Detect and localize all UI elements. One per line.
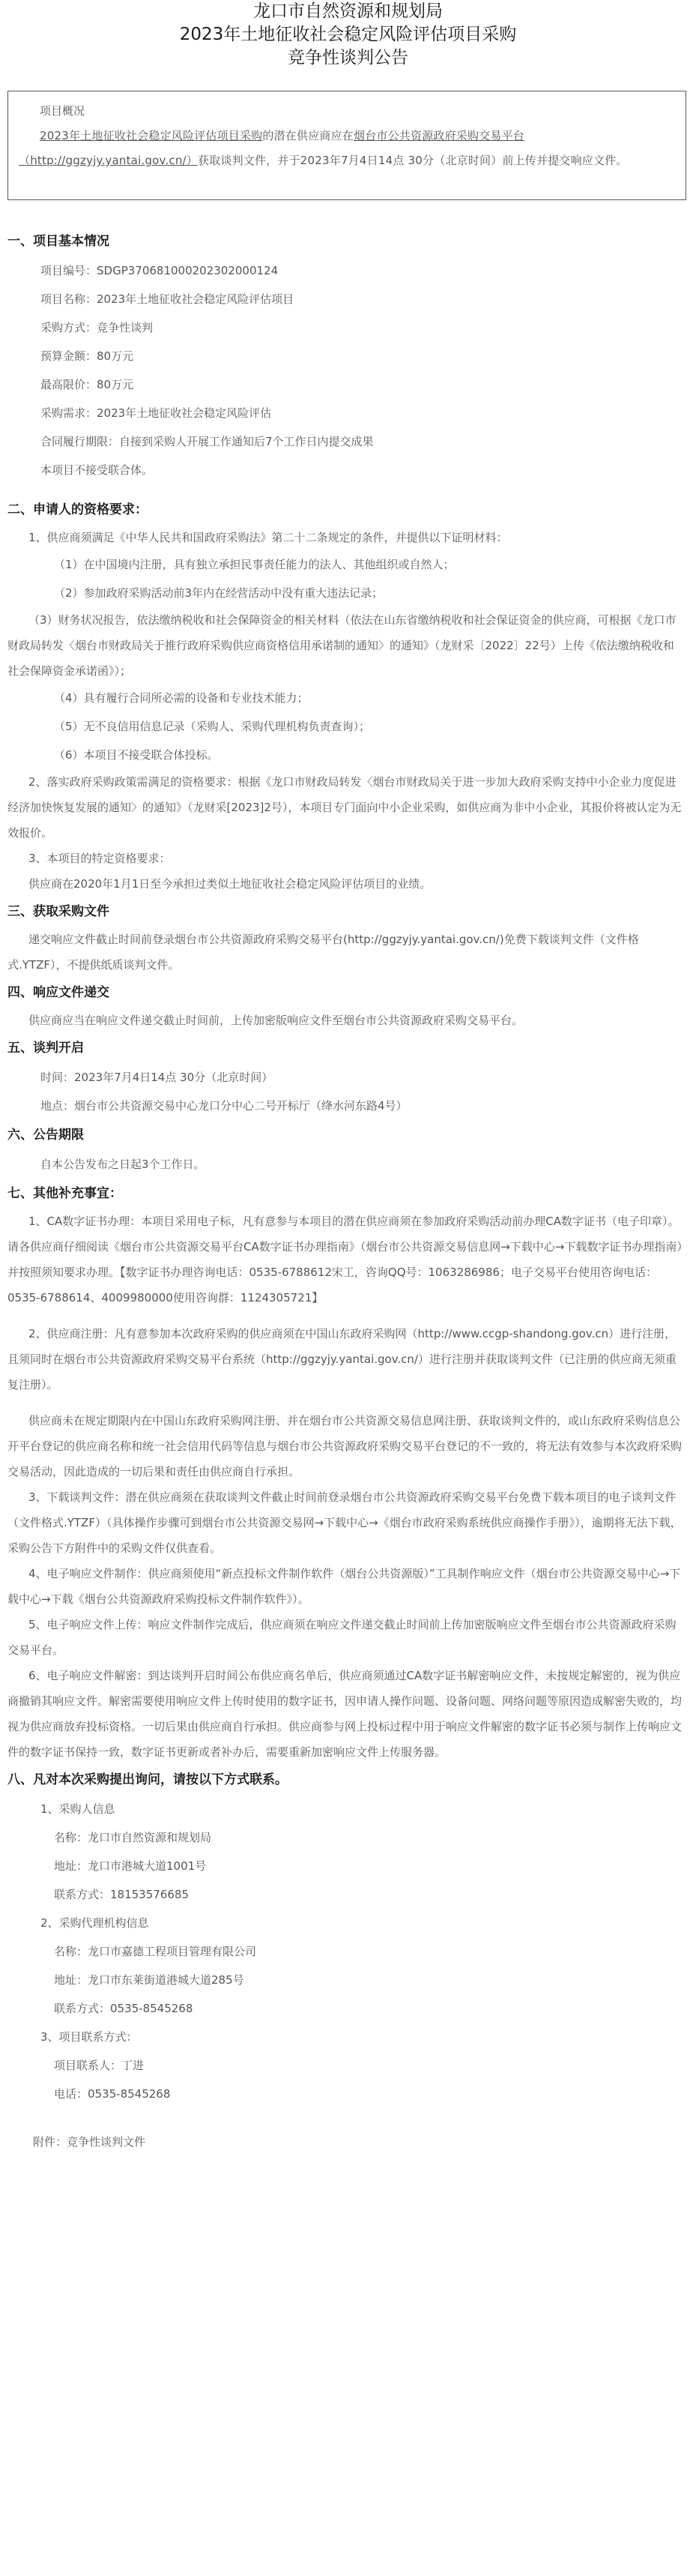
budget-amount: 预算金额：80万元 (40, 349, 134, 363)
issuer-title: 龙口市自然资源和规划局 (253, 1, 443, 21)
announcement-header (0, 0, 696, 70)
notice-period: 自本公告发布之日起3个工作日。 (40, 1158, 205, 1171)
qualification-item-2: （2）参加政府采购活动前3年内在经营活动中没有重大违法记录； (54, 586, 384, 600)
section-6-title: 六、公告期限 (7, 1128, 84, 1143)
summary-project-name: 2023年土地征收社会稳定风险评估项目采购 (40, 129, 263, 142)
qualification-item-6: （6）本项目不接受联合体投标。 (54, 748, 219, 762)
project-name: 项目名称：2023年土地征收社会稳定风险评估项目 (40, 292, 294, 306)
ca-certificate-paragraph: 1、CA数字证书办理：本项目采用电子标，凡有意参与本项目的潜在供应商须在参加政府采购活动前办理CA数字证书（电子印章）。请各供应商仔细阅读《烟台市公共资源交易平台CA数字证书办理指南》（烟台市公共资源交易信息网→下载中心→下载数字证书办理指南）并按照须知要求办理。【数字证书办理咨询电话：0535-6788612宋工，咨询QQ号：1063286986；电子交易平台使用咨询电话：0535-6788614、4009980000使用咨询群：1124305721】 (7, 1215, 683, 1304)
summary-text-2: 获取谈判文件，并于2023年7月4日14点 30分（北京时间）前上传并提交响应文件。 (198, 154, 628, 167)
project-summary-box (7, 91, 686, 200)
procurement-method: 采购方式：竞争性谈判 (40, 321, 154, 334)
max-price: 最高限价：80万元 (40, 378, 134, 391)
agency-name: 名称：龙口市嘉德工程项目管理有限公司 (54, 1945, 257, 1958)
qualification-item-3: （3）财务状况报告，依法缴纳税收和社会保障资金的相关材料（依法在山东省缴纳税收和社会保证资金的供应商，可根据《龙口市财政局转发〈烟台市财政局关于推行政府采购供应商资格信用承诺制的通知〉的通知》（龙财采〔2022〕22号）上传《依法缴纳税收和社会保障资金承诺函》）； (7, 613, 677, 678)
qualification-item-5: （5）无不良信用信息记录（采购人、采购代理机构负责查询）； (54, 720, 371, 733)
qualification-item-4: （4）具有履行合同所必需的设备和专业技术能力； (54, 691, 309, 705)
notice-type-title: 竞争性谈判公告 (288, 48, 408, 67)
section-3-title: 三、获取采购文件 (7, 904, 109, 919)
opening-location: 地点：烟台市公共资源交易中心龙口分中心二号开标厅（绛水河东路4号） (40, 1099, 408, 1113)
obtain-documents-paragraph: 递交响应文件截止时间前登录烟台市公共资源政府采购交易平台(http://ggzyjy.yantai.gov.cn/)免费下载谈判文件（文件格式.YTZF），不提供纸质谈判文件。 (7, 933, 639, 972)
attachment-link[interactable]: 附件：竞争性谈判文件 (33, 2135, 146, 2149)
project-title: 2023年土地征收社会稳定风险评估项目采购 (179, 25, 517, 44)
contract-term: 合同履行期限：自接到采购人开展工作通知后7个工作日内提交成果 (40, 435, 374, 448)
purchaser-name: 名称：龙口市自然资源和规划局 (54, 1831, 212, 1844)
section-2-title: 二、申请人的资格要求： (7, 502, 148, 517)
purchaser-info-heading: 1、采购人信息 (40, 1802, 115, 1816)
summary-text-1: 的潜在供应商应在 (262, 129, 354, 142)
qualification-item-1: （1）在中国境内注册，具有独立承担民事责任能力的法人、其他组织或自然人； (54, 558, 455, 571)
section-7-title: 七、其他补充事宜： (7, 1186, 122, 1201)
project-contact-heading: 3、项目联系方式： (40, 2030, 138, 2044)
registration-consequence-paragraph: 供应商未在规定期限内在中国山东政府采购网注册、并在烟台市公共资源交易信息网注册、获取谈判文件的，或山东政府采购信息公开平台登记的供应商名称和统一社会信用代码等信息与烟台市公共资源政府采购交易平台登记的不一致的，将无法有效参与本次政府采购交易活动，因此造成的一切后果和责任由供应商自行承担。 (7, 1414, 683, 1478)
procurement-requirement: 采购需求：2023年土地征收社会稳定风险评估 (40, 406, 272, 420)
opening-time: 时间：2023年7月4日14点 30分（北京时间） (40, 1071, 273, 1084)
section-5-title: 五、谈判开启 (7, 1041, 84, 1056)
agency-info-heading: 2、采购代理机构信息 (40, 1916, 149, 1930)
platform-link[interactable]: 烟台市公共资源政府采购交易平台（http://ggzyjy.yantai.gov.cn/） (19, 129, 525, 167)
consortium-note: 本项目不接受联合体。 (40, 463, 154, 477)
project-contact-phone: 电话：0535-8545268 (54, 2087, 171, 2101)
qualification-paragraph-3: 3、本项目的特定资格要求： (28, 852, 171, 865)
summary-paragraph (19, 124, 675, 173)
announcement-body (7, 226, 686, 2156)
agency-contact: 联系方式：0535-8545268 (54, 2002, 193, 2015)
qualification-paragraph-2: 2、落实政府采购政策需满足的资格要求：根据《龙口市财政局转发〈烟台市财政局关于进一步加大政府采购支持中小企业力度促进经济加快恢复发展的通知〉的通知》（龙财采[2023]2号），本项目专门面向中小企业采购，如供应商为非中小企业，其报价将被认定为无效报价。 (7, 775, 682, 840)
decrypt-response-paragraph: 6、电子响应文件解密：到达谈判开启时间公布供应商名单后，供应商须通过CA数字证书解密响应文件，未按规定解密的，视为供应商撤销其响应文件。解密需要使用响应文件上传时使用的数字证书，因申请人操作问题、设备问题、网络问题等原因造成解密失败的，均视为供应商放弃投标资格。一切后果由供应商自行承担。供应商参与网上投标过程中用于响应文件解密的数字证书必须与制作上传响应文件的数字证书保持一致，数字证书更新或者补办后，需要重新加密响应文件上传服务器。 (7, 1669, 683, 1759)
qualification-paragraph-4: 供应商在2020年1月1日至今承担过类似土地征收社会稳定风险评估项目的业绩。 (28, 877, 432, 891)
purchaser-contact: 联系方式：18153576685 (54, 1888, 189, 1901)
project-contact-person: 项目联系人：丁进 (54, 2059, 145, 2072)
agency-address: 地址：龙口市东莱街道港城大道285号 (54, 1973, 244, 1987)
project-number: 项目编号：SDGP370681000202302000124 (40, 264, 279, 277)
purchaser-address: 地址：龙口市港城大道1001号 (54, 1859, 207, 1873)
qualification-paragraph-1: 1、供应商须满足《中华人民共和国政府采购法》第二十二条规定的条件，并提供以下证明材料： (28, 531, 508, 544)
prepare-response-paragraph: 4、电子响应文件制作：供应商须使用“新点投标文件制作软件（烟台公共资源版）”工具制作响应文件（烟台市公共资源交易中心→下载中心→下载《烟台公共资源政府采购投标文件制作软件》）。 (7, 1567, 681, 1606)
section-8-title: 八、凡对本次采购提出询问，请按以下方式联系。 (7, 1772, 288, 1787)
section-1-title: 一、项目基本情况 (7, 234, 109, 249)
section-4-title: 四、响应文件递交 (7, 985, 109, 1000)
download-documents-paragraph: 3、下载谈判文件：潜在供应商须在获取谈判文件截止时间前登录烟台市公共资源政府采购交易平台免费下载本项目的电子谈判文件（文件格式.YTZF）（具体操作步骤可到烟台市公共资源交易网→下载中心→《烟台市政府采购系统供应商操作手册》），逾期将无法下载，采购公告下方附件中的采购文件仅供查看。 (7, 1490, 682, 1555)
upload-response-paragraph: 5、电子响应文件上传：响应文件制作完成后，供应商须在响应文件递交截止时间前上传加密版响应文件至烟台市公共资源政府采购交易平台。 (7, 1618, 677, 1657)
submission-paragraph: 供应商应当在响应文件递交截止时间前，上传加密版响应文件至烟台市公共资源政府采购交易平台。 (28, 1014, 524, 1027)
supplier-registration-paragraph: 2、供应商注册：凡有意参加本次政府采购的供应商须在中国山东政府采购网（http://www.ccgp-shandong.gov.cn）进行注册，且须同时在烟台市公共资源政府采购交易平台系统（http://ggzyjy.yantai.gov.cn/）进行注册并获取谈判文件（已注册的供应商无须重复注册）。 (7, 1327, 677, 1391)
summary-label: 项目概况 (40, 104, 85, 118)
